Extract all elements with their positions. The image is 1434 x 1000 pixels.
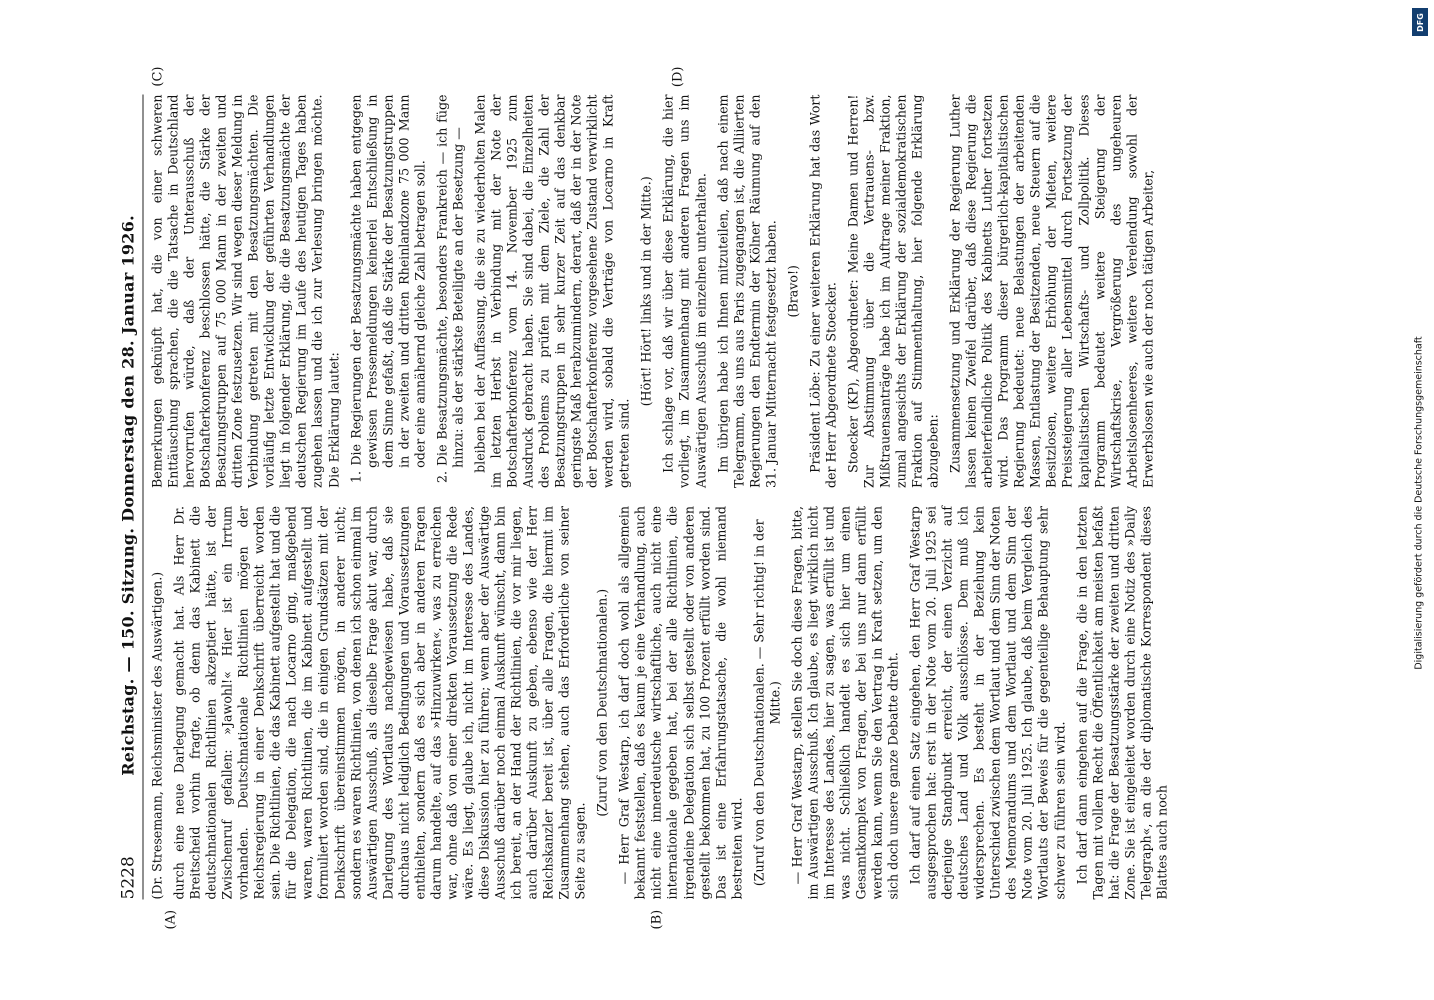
paragraph: bleiben bei der Auffassung, die sie zu wiederholten Malen im letzten Herbst in Verbindung mit der Note der Botschafterkonferenz vom 14. November 1925 zum Ausdruck gebracht haben. Sie sind dabei, die Einzelheiten des Problems zu prüfen mit dem Ziele, die Zahl der Besatzungstruppen in sehr kurzer Zeit auf das denkbar geringste Maß herabzumindern, derart, daß der in der Note der Botschafterkonferenz vorgesehene Zustand verwirklicht werden wird, sobald die Verträge von Locarno in Kraft getreten sind. [471,94,632,488]
paragraph: Präsident Löbe: Zu einer weiteren Erklärung hat das Wort der Herr Abgeordnete Stoecker. [806,94,838,488]
paragraph: Ich schlage vor, daß wir über diese Erklärung, die hier vorliegt, im Zusammenhang mit anderen Fragen uns im Auswärtigen Ausschuß im einzelnen unterhalten. [660,94,708,488]
rotated-page-content [110,66,1410,935]
interjection: (Zuruf von den Deutschnationalen. — Sehr richtig! in der Mitte.) [750,518,782,886]
list-item: 2. Die Besatzungsmächte, besonders Frankreich — ich füge hinzu: als der stärkste Beteiligte an der Besetzung — [433,94,465,483]
paragraph: Stoecker (KP), Abgeordneter: Meine Damen und Herren! Zur Abstimmung über die Vertrauens- bzw. Mißtrauensanträge habe ich im Auftrage meiner Fraktion, zumal angesichts der Erklärung der sozialdemokratischen Fraktion auf Stimmenthaltung, hier folgende Erklärung abzugeben: [844,94,941,488]
interjection: (Zuruf von den Deutschnationalen.) [594,588,610,817]
page-header [118,94,143,899]
paragraph: — Herr Graf Westarp, stellen Sie doch diese Fragen, bitte, im Auswärtigen Ausschuß. Ich glaube, es liegt wirklich nicht im Interesse des Landes, hier zu sagen, was erfüllt ist und was nicht. Schließlich handelt es sich hier um einen Gesamtkomplex von Fragen, der bei uns nur dann erfüllt werden kann, wenn Sie den Vertrag in Kraft setzen, um den sich doch unsere ganze Debatte dreht. [788,505,901,899]
paragraph: Bemerkungen geknüpft hat, die von einer schweren Enttäuschung sprachen, die die Tatsache in Deutschland hervorrufen würde, daß der Unterausschuß der Botschafterkonferenz beschlossen hätte, die Stärke der Besatzungstruppen auf 75 000 Mann in der zweiten und dritten Zone festzusetzen. Wir sind wegen dieser Meldung in Verbindung getreten mit den Besatzungsmächten. Die vorläufig letzte Entwicklung der geführten Verhandlungen liegt in folgender Erklärung, die die Besatzungsmächte der deutschen Regierung im Laufe des heutigen Tages haben zugehen lassen und die ich zur Verlesung bringen möchte. Die Erklärung lautet: [149,94,341,488]
paragraph: Ich darf auf einen Satz eingehen, den Herr Graf Westarp ausgesprochen hat: erst in der Note vom 20. Juli 1925 sei derjenige Standpunkt erreicht, der einen Verzicht auf deutsches Land und Volk ausschlösse. Dem muß ich widersprechen. Es besteht in der Beziehung kein Unterschied zwischen dem Wortlaut und dem Sinn der Noten des Memorandums und dem Wortlaut und dem Sinn der Note vom 20. Juli 1925. Ich glaube, daß beim Vergleich des Wortlauts der Beweis für die gegenteilige Behauptung sehr schwer zu führen sein wird. [907,505,1067,899]
digitization-credit: Digitalisierung gefördert durch die Deutsche Forschungsgemeinschaft [1413,335,1425,670]
paragraph: Im übrigen habe ich Ihnen mitzuteilen, daß nach einem Telegramm, das uns aus Paris zugegangen ist, die Alliierten Regierungen den Endtermin der Kölner Räumung auf den 31. Januar Mitternacht festgesetzt haben. [714,94,778,488]
interjection: (Hört! Hört! links und in der Mitte.) [638,175,654,406]
paragraph: — Herr Graf Westarp, ich darf doch wohl als allgemein bekannt feststellen, daß es kaum je eine Verhandlung, auch nicht eine innerdeutsche wirtschaftliche, auch nicht eine internationale gegeben hat, bei der alle Richtlinien, die irgendeine Delegation sich selbst gestellt oder von anderen gestellt bekommen hat, zu 100 Prozent erfüllt worden sind. Das ist eine Erfahrungstatsache, die wohl niemand bestreiten wird. [616,505,744,899]
list-item: 1. Die Regierungen der Besatzungsmächte haben entgegen gewissen Pressemeldungen keinerlei Entschließung in dem Sinne gefaßt, daß die Stärke der Besatzungstruppen in der zweiten und dritten Rheinlandzone 75 000 Mann oder eine annähernd gleiche Zahl betragen soll. [347,94,427,483]
speaker-note: (Dr. Stresemann, Reichsminister des Auswärtigen.) [149,571,164,899]
left-column [149,505,1403,929]
page-number: 5228 [118,855,138,899]
digitization-credit-sidebar [1408,10,1430,995]
right-column [149,94,1403,488]
text-columns [149,94,1403,929]
margin-letter-b: (B) [649,909,664,929]
document-page [110,66,1410,935]
margin-letter-a: (A) [163,909,178,929]
page-title: Reichstag. — 150. Sitzung. Donnerstag den 28. Januar 1926. [118,214,137,776]
paragraph: Zusammensetzung und Erklärung der Regierung Luther lassen keinen Zweifel darüber, daß diese Regierung die arbeiterfeindliche Politik des Kabinetts Luther fortsetzen wird. Das Programm dieser bürgerlich-kapitalistischen Regierung bedeutet: neue Belastungen der arbeitenden Massen, Entlastung der Besitzenden, neue Steuern auf die Besitzlosen, weitere Erhöhung der Mieten, weitere Preissteigerung aller Lebensmittel durch Fortsetzung der kapitalistischen Wirtschafts- und Zollpolitik. Dieses Programm bedeutet weitere Steigerung der Wirtschaftskrise, Vergrößerung des ungeheuren Arbeitslosenheeres, weitere Verelendung sowohl der Erwerbslosen wie auch der noch tätigen Arbeiter, [947,94,1155,488]
margin-letter-c: (C) [150,66,165,87]
dfg-logo [1412,8,1428,36]
paragraph: durch eine neue Darlegung gemacht hat. Als Herr Dr. Breitscheid vorhin fragte, ob denn das Kabinett die deutschnationalen Richtlinien akzeptiert hätte, ist der Zwischenruf gefallen: »Jawohl!« Hier ist ein Irrtum vorhanden. Deutschnationale Richtlinien mögen der Reichsregierung in einer Denkschrift überreicht worden sein. Die Richtlinien, die das Kabinett aufgestellt hat und die für die Delegation, die nach Locarno ging, maßgebend waren, waren Richtlinien, die im Kabinett aufgestellt und formuliert worden sind, die in einigen Grundsätzen mit der Denkschrift übereinstimmen mögen, in anderer nicht; sondern es waren Richtlinien, von denen ich schon einmal im Auswärtigen Ausschuß, als dieselbe Frage akut war, durch Darlegung des Wortlauts nachgewiesen habe, daß sie durchaus nicht lediglich Bedingungen und Voraussetzungen enthielten, sondern daß es sich aber in anderen Fragen darum handelte, auf das »Hinzuwirken«, was zu erreichen war, ohne daß von einer direkten Voraussetzung die Rede wäre. Es liegt, glaube ich, nicht im Interesse des Landes, diese Diskussion hier zu führen; wenn aber der Auswärtige Ausschuß darüber noch einmal Auskunft wünscht, dann bin ich bereit, an der Hand der Richtlinien, die vor mir liegen, auch darüber Auskunft zu geben, ebenso wie der Herr Reichskanzler bereit ist, über alle Fragen, die hiermit im Zusammenhang stehen, auch das Erforderliche von seiner Seite zu sagen. [171,505,588,899]
dfg-logo-text: DFG [1415,12,1425,32]
paragraph: Ich darf dann eingehen auf die Frage, die in den letzten Tagen mit vollem Recht die Öffentlichkeit am meisten befaßt hat: die Frage der Besatzungsstärke der zweiten und dritten Zone. Sie ist eingeleitet worden durch eine Notiz des »Daily Telegraph«, an die der diplomatische Korrespondent dieses Blattes auch noch [1073,505,1169,899]
margin-letter-d: (D) [670,66,685,87]
interjection: (Bravo!) [784,264,800,317]
